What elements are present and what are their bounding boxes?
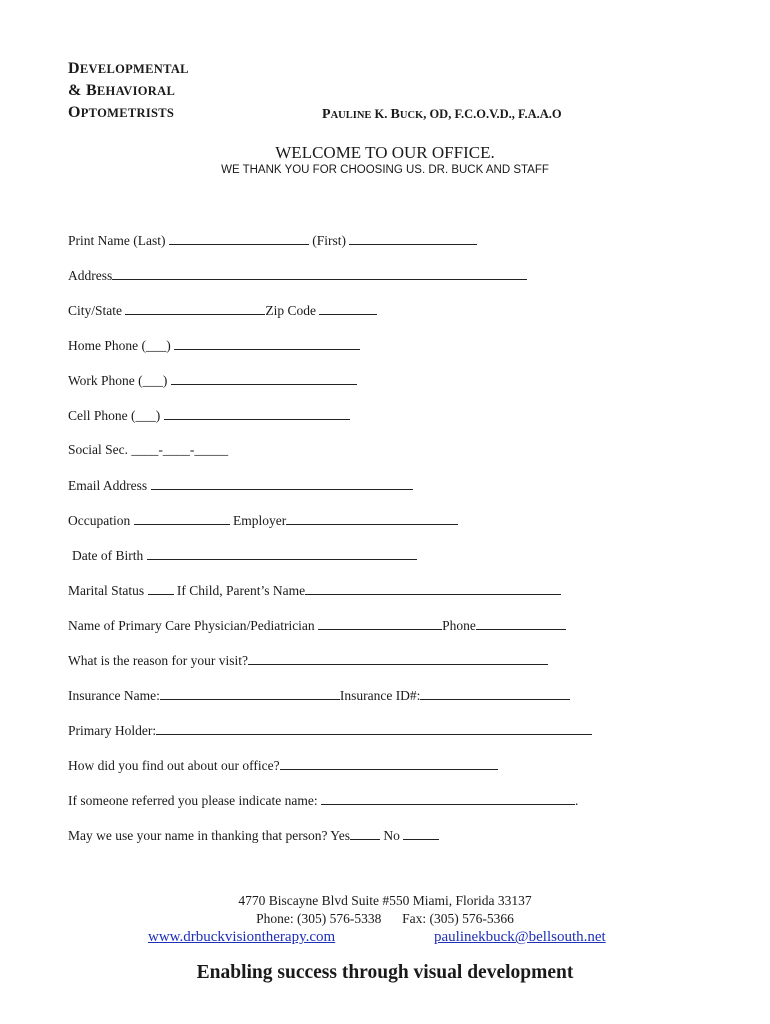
row-primary-care bbox=[68, 616, 566, 634]
doctor-rest1: AULINE bbox=[330, 110, 372, 121]
field-reason[interactable] bbox=[248, 651, 548, 665]
label-date-of-birth: Date of Birth bbox=[72, 548, 144, 563]
field-employer[interactable] bbox=[286, 511, 458, 525]
welcome-heading: WELCOME TO OUR OFFICE. bbox=[275, 143, 495, 162]
practice-line1-cap: D bbox=[68, 60, 80, 77]
field-insurance-id[interactable] bbox=[420, 686, 570, 700]
field-physician-phone[interactable] bbox=[476, 616, 566, 630]
field-first-name[interactable] bbox=[349, 231, 477, 245]
row-occupation bbox=[68, 511, 458, 529]
practice-name-line-3 bbox=[68, 102, 189, 124]
label-print-name-last: Print Name (Last) bbox=[68, 233, 166, 248]
field-work-phone[interactable] bbox=[171, 371, 357, 385]
doctor-name bbox=[322, 107, 562, 123]
row-referred bbox=[68, 791, 578, 809]
practice-line3-cap: O bbox=[68, 104, 81, 121]
field-home-phone[interactable] bbox=[174, 336, 360, 350]
label-may-use-name: May we use your name in thanking that person? Yes bbox=[68, 828, 350, 843]
field-zip-code[interactable] bbox=[319, 301, 377, 315]
row-may-use-name bbox=[68, 826, 439, 844]
row-address bbox=[68, 266, 527, 284]
label-insurance-id: Insurance ID#: bbox=[339, 688, 421, 703]
label-cell-phone: Cell Phone (___) bbox=[68, 408, 161, 423]
label-print-name-first: (First) bbox=[312, 233, 346, 248]
label-employer: Employer bbox=[232, 513, 287, 528]
field-yes[interactable] bbox=[350, 826, 380, 840]
practice-line2-rest: EHAVIORAL bbox=[96, 84, 176, 98]
label-address: Address bbox=[68, 268, 113, 283]
label-insurance-name: Insurance Name: bbox=[68, 688, 160, 703]
footer-phone-fax bbox=[0, 911, 770, 927]
row-date-of-birth bbox=[72, 546, 417, 564]
practice-name bbox=[68, 58, 189, 124]
label-work-phone: Work Phone (___) bbox=[68, 373, 168, 388]
field-email-address[interactable] bbox=[151, 476, 413, 490]
row-home-phone bbox=[68, 336, 360, 354]
label-how-find: How did you find out about our office? bbox=[68, 758, 280, 773]
footer-address: 4770 Biscayne Blvd Suite #550 Miami, Florida 33137 bbox=[238, 893, 532, 908]
label-primary-care: Name of Primary Care Physician/Pediatrician bbox=[68, 618, 315, 633]
row-marital-status bbox=[68, 581, 561, 599]
label-if-child: If Child, Parent’s Name bbox=[176, 583, 306, 598]
row-print-name bbox=[68, 231, 477, 249]
email-link[interactable]: paulinekbuck@bellsouth.net bbox=[434, 929, 606, 945]
thank-you-line: WE THANK YOU FOR CHOOSING US. DR. BUCK AND STAFF bbox=[221, 164, 549, 176]
label-referred: If someone referred you please indicate name: bbox=[68, 793, 318, 808]
practice-line2-cap: B bbox=[85, 82, 97, 99]
referred-period: . bbox=[575, 793, 579, 808]
label-email-address: Email Address bbox=[68, 478, 148, 493]
practice-line2-pre: & bbox=[68, 82, 86, 99]
doctor-cap1: P bbox=[322, 107, 331, 122]
row-social-security[interactable] bbox=[68, 441, 228, 459]
doctor-credentials: , OD, F.C.O.V.D., F.A.A.O bbox=[423, 107, 562, 121]
label-phone: Phone bbox=[442, 618, 476, 633]
row-email bbox=[68, 476, 413, 494]
field-city-state[interactable] bbox=[125, 301, 265, 315]
footer-phone: Phone: (305) 576-5338 bbox=[256, 911, 382, 926]
practice-name-line-2 bbox=[68, 80, 189, 102]
practice-line1-rest: EVELOPMENTAL bbox=[79, 62, 189, 76]
label-home-phone: Home Phone (___) bbox=[68, 338, 171, 353]
field-primary-holder[interactable] bbox=[156, 721, 592, 735]
row-primary-holder bbox=[68, 721, 592, 739]
row-cell-phone bbox=[68, 406, 350, 424]
website-link[interactable]: www.drbuckvisiontherapy.com bbox=[148, 929, 336, 945]
label-marital-status: Marital Status bbox=[68, 583, 145, 598]
label-primary-holder: Primary Holder: bbox=[68, 723, 157, 738]
field-how-find[interactable] bbox=[280, 756, 498, 770]
doctor-mid: K. bbox=[371, 107, 391, 121]
field-parent-name[interactable] bbox=[305, 581, 561, 595]
field-date-of-birth[interactable] bbox=[147, 546, 417, 560]
field-occupation[interactable] bbox=[134, 511, 230, 525]
field-address[interactable] bbox=[112, 266, 527, 280]
field-primary-care[interactable] bbox=[318, 616, 442, 630]
row-city-state bbox=[68, 301, 377, 319]
practice-name-line-1 bbox=[68, 58, 189, 80]
row-reason bbox=[68, 651, 548, 669]
label-reason: What is the reason for your visit? bbox=[68, 653, 248, 668]
row-work-phone bbox=[68, 371, 357, 389]
field-referred-name[interactable] bbox=[321, 791, 575, 805]
label-occupation: Occupation bbox=[68, 513, 131, 528]
field-insurance-name[interactable] bbox=[160, 686, 340, 700]
field-no[interactable] bbox=[403, 826, 439, 840]
label-social-security: Social Sec. ____-____-_____ bbox=[68, 442, 229, 457]
practice-line3-rest: PTOMETRISTS bbox=[80, 106, 175, 120]
doctor-cap2: B bbox=[390, 107, 400, 122]
field-last-name[interactable] bbox=[169, 231, 309, 245]
field-marital-status[interactable] bbox=[148, 581, 174, 595]
footer-fax: Fax: (305) 576-5366 bbox=[402, 911, 514, 926]
doctor-rest2: UCK bbox=[399, 110, 424, 121]
label-city-state: City/State bbox=[68, 303, 122, 318]
label-no: No bbox=[383, 828, 400, 843]
row-insurance bbox=[68, 686, 570, 704]
row-how-find bbox=[68, 756, 498, 774]
label-zip-code: Zip Code bbox=[265, 303, 316, 318]
field-cell-phone[interactable] bbox=[164, 406, 350, 420]
tagline: Enabling success through visual development bbox=[196, 962, 574, 983]
